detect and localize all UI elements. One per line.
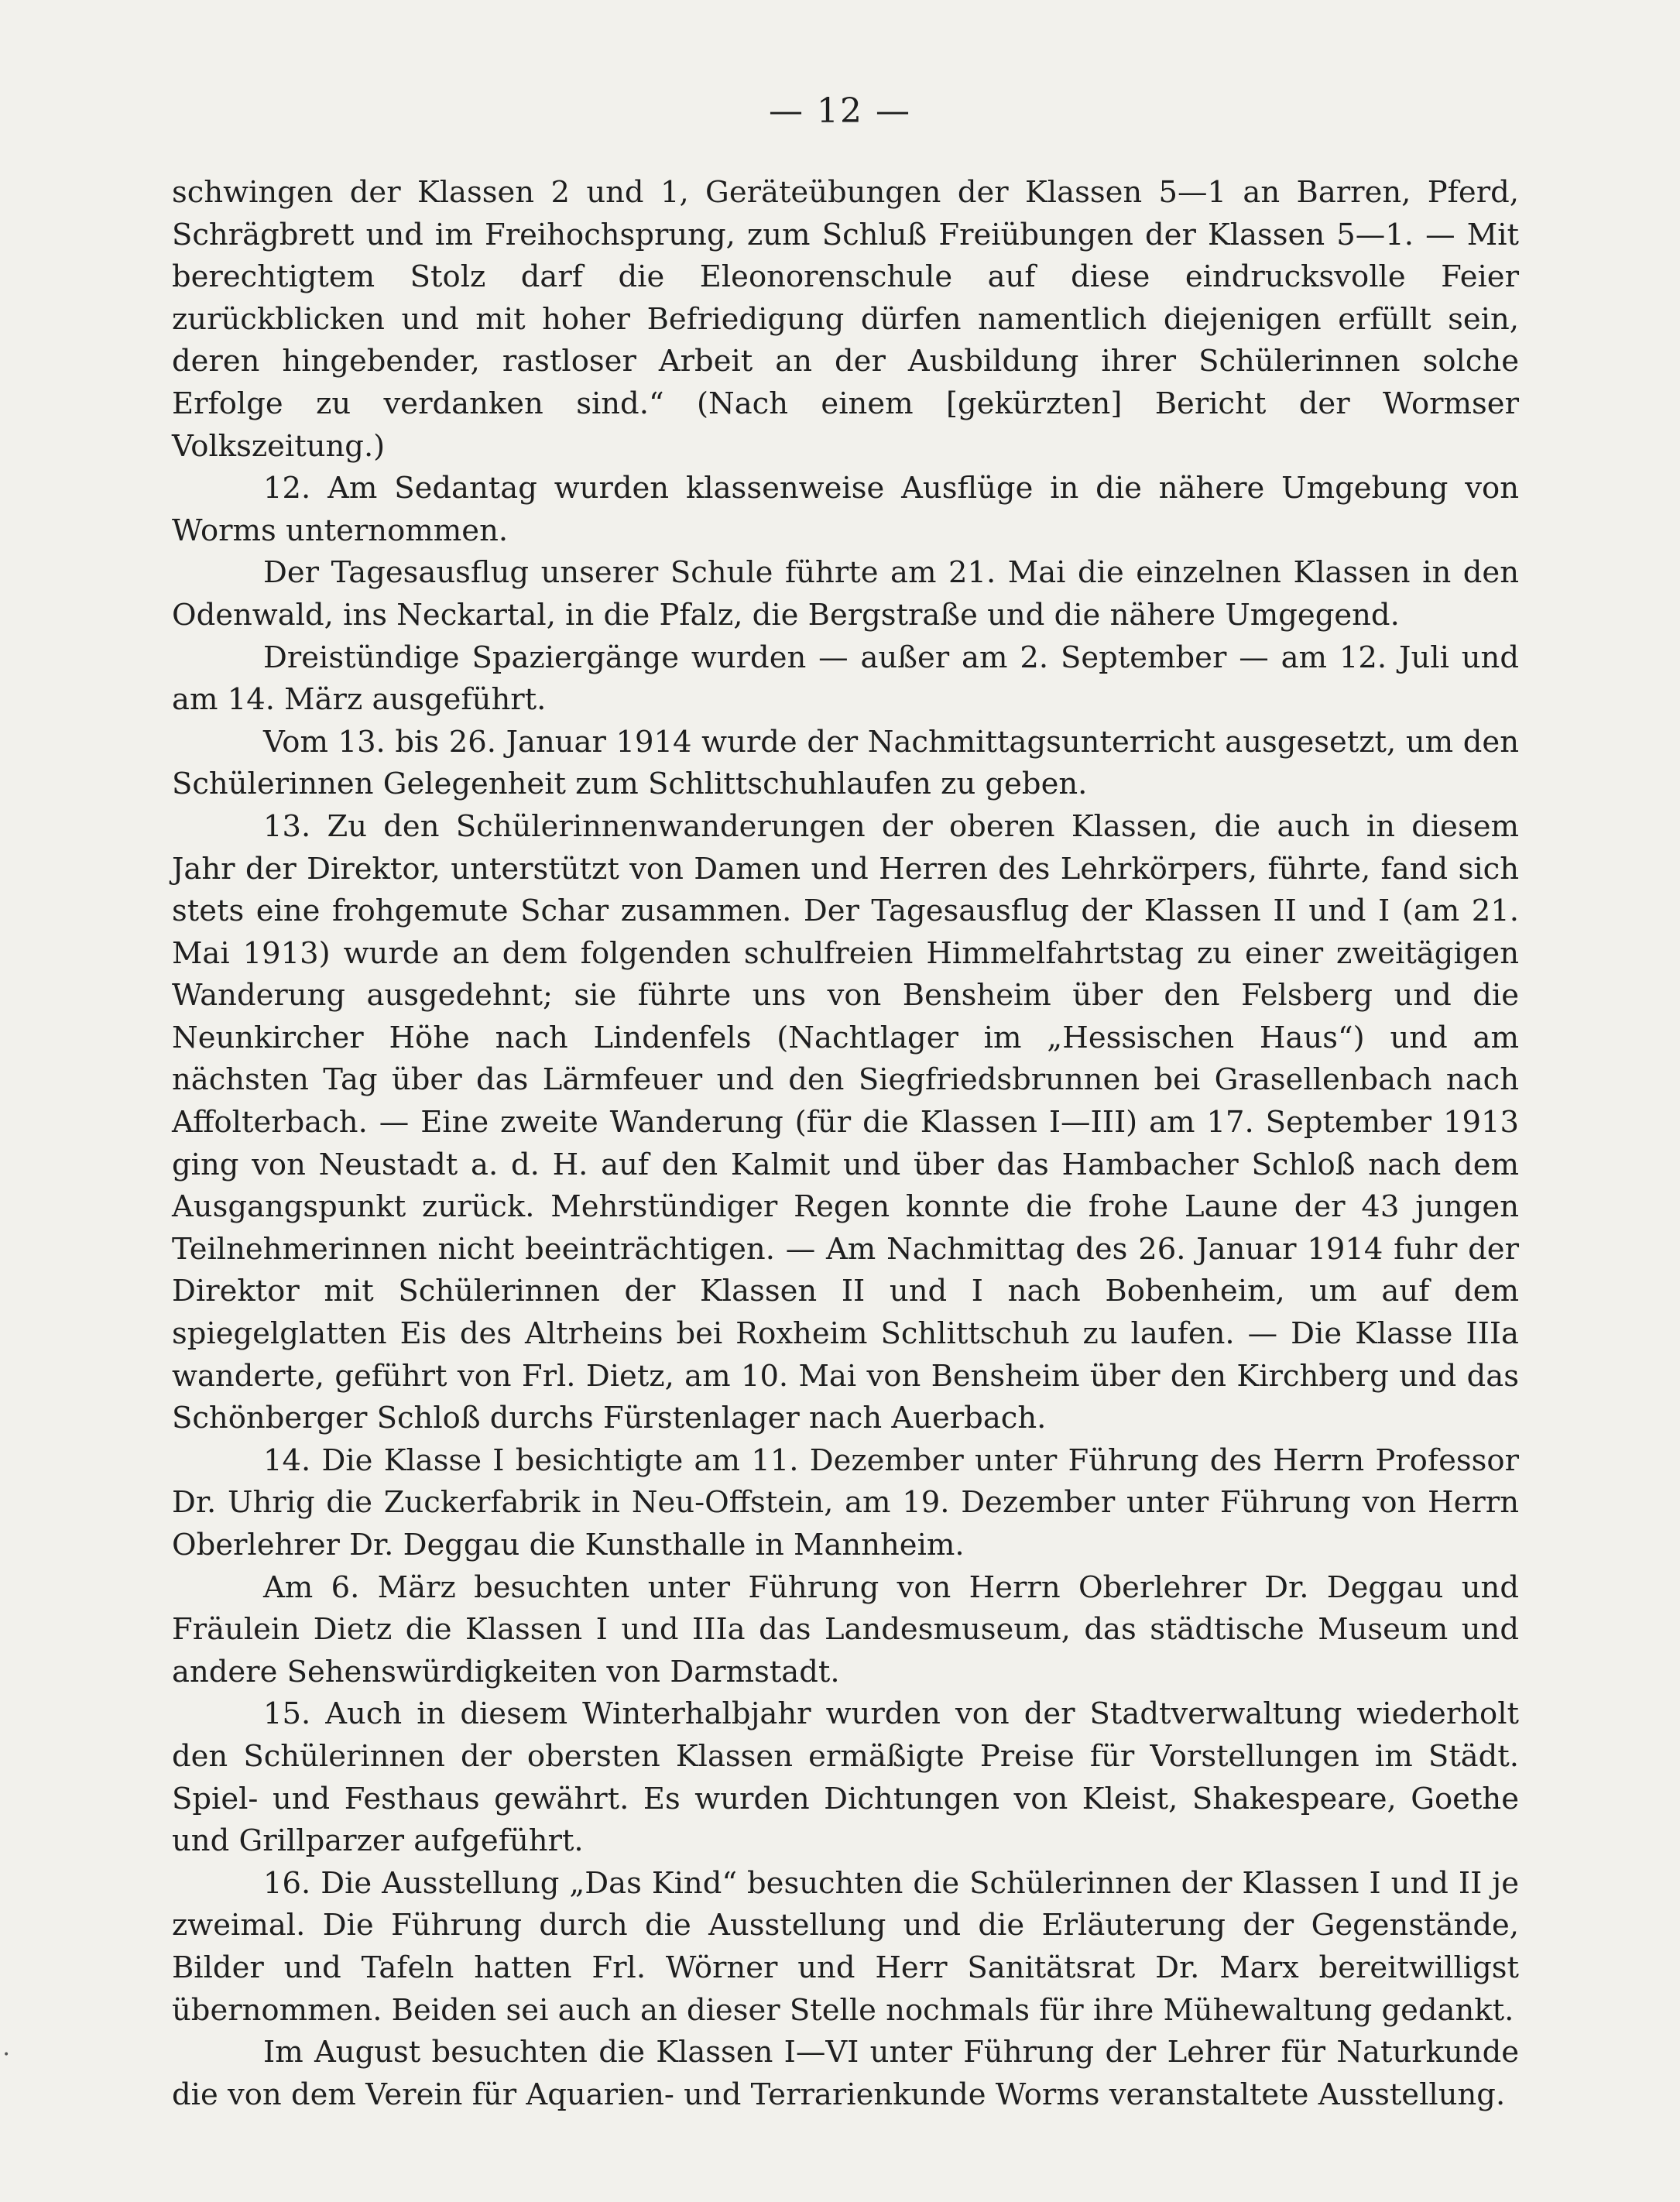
body-text <box>172 172 1519 2116</box>
paragraph-aquarien: Im August besuchten die Klassen I—VI unter Führung der Lehrer für Naturkunde die von dem Verein für Aquarien- und Terrarienkunde Worms veranstaltete Ausstellung. <box>172 2035 1519 2112</box>
page-number: — 12 — <box>769 91 911 131</box>
paragraph-continuation: schwingen der Klassen 2 und 1, Geräteübungen der Klassen 5—1 an Barren, Pferd, Schrägbrett und im Freihochsprung, zum Schluß Freiübungen der Klassen 5—1. — Mit berechtigtem Stolz darf die Eleonorenschule auf diese eindrucksvolle Feier zurückblicken und mit hoher Befriedigung dürfen namentlich diejenigen erfüllt sein, deren hingebender, rastloser Arbeit an der Ausbildung ihrer Schülerinnen solche Erfolge zu verdanken sind.“ (Nach einem [gekürzten] Bericht der Wormser Volkszeitung.) <box>172 175 1519 464</box>
paragraph-darmstadt: Am 6. März besuchten unter Führung von Herrn Oberlehrer Dr. Deggau und Fräulein Dietz die Klassen I und IIIa das Landesmuseum, das städtische Museum und andere Sehenswürdigkeiten von Darmstadt. <box>172 1569 1519 1689</box>
paragraph-15-festhaus: 15. Auch in diesem Winterhalbjahr wurden von der Stadtverwaltung wiederholt den Schülerinnen der obersten Klassen ermäßigte Preise für Vorstellungen im Städt. Spiel- und Festhaus gewährt. Es wurden Dichtungen von Kleist, Shakespeare, Goethe und Grillparzer aufgeführt. <box>172 1696 1519 1859</box>
margin-dot: • <box>3 2049 10 2061</box>
paragraph-13-wanderungen: 13. Zu den Schülerinnenwanderungen der oberen Klassen, die auch in diesem Jahr der Direktor, unterstützt von Damen und Herren des Lehrkörpers, führte, fand sich stets eine frohgemute Schar zusammen. Der Tagesausflug der Klassen II und I (am 21. Mai 1913) wurde an dem folgenden schulfreien Himmelfahrtstag zu einer zweitägigen Wanderung ausgedehnt; sie führte uns von Bensheim über den Felsberg und die Neunkircher Höhe nach Lindenfels (Nachtlager im „Hessischen Haus“) und am nächsten Tag über das Lärmfeuer und den Siegfriedsbrunnen bei Grasellenbach nach Affolterbach. — Eine zweite Wanderung (für die Klassen I—III) am 17. September 1913 ging von Neustadt a. d. H. auf den Kalmit und über das Hambacher Schloß nach dem Ausgangspunkt zurück. Mehrstündiger Regen konnte die frohe Laune der 43 jungen Teilnehmerinnen nicht beeinträchtigen. — Am Nachmittag des 26. Januar 1914 fuhr der Direktor mit Schülerinnen der Klassen II und I nach Bobenheim, um auf dem spiegelglatten Eis des Altrheins bei Roxheim Schlittschuh zu laufen. — Die Klasse IIIa wanderte, geführt von Frl. Dietz, am 10. Mai von Bensheim über den Kirchberg und das Schönberger Schloß durchs Fürstenlager nach Auerbach. <box>172 808 1519 1436</box>
paragraph-12-sedantag: 12. Am Sedantag wurden klassenweise Ausflüge in die nähere Umgebung von Worms unternommen. <box>172 471 1519 548</box>
paragraph-tagesausflug: Der Tagesausflug unserer Schule führte am 21. Mai die einzelnen Klassen in den Odenwald, ins Neckartal, in die Pfalz, die Bergstraße und die nähere Umgegend. <box>172 555 1519 633</box>
paragraph-schlittschuh: Vom 13. bis 26. Januar 1914 wurde der Nachmittagsunterricht ausgesetzt, um den Schülerinnen Gelegenheit zum Schlittschuhlaufen zu geben. <box>172 724 1519 802</box>
paragraph-16-ausstellung: 16. Die Ausstellung „Das Kind“ besuchten die Schülerinnen der Klassen I und II je zweimal. Die Führung durch die Ausstellung und die Erläuterung der Gegenstände, Bilder und Tafeln hatten Frl. Wörner und Herr Sanitätsrat Dr. Marx bereitwilligst übernommen. Beiden sei auch an dieser Stelle nochmals für ihre Mühewaltung gedankt. <box>172 1865 1519 2028</box>
paragraph-spaziergaenge: Dreistündige Spaziergänge wurden — außer am 2. September — am 12. Juli und am 14. März ausgeführt. <box>172 640 1519 718</box>
paragraph-14-besichtigung: 14. Die Klasse I besichtigte am 11. Dezember unter Führung des Herrn Professor Dr. Uhrig die Zuckerfabrik in Neu-Offstein, am 19. Dezember unter Führung von Herrn Oberlehrer Dr. Deggau die Kunsthalle in Mannheim. <box>172 1442 1519 1562</box>
